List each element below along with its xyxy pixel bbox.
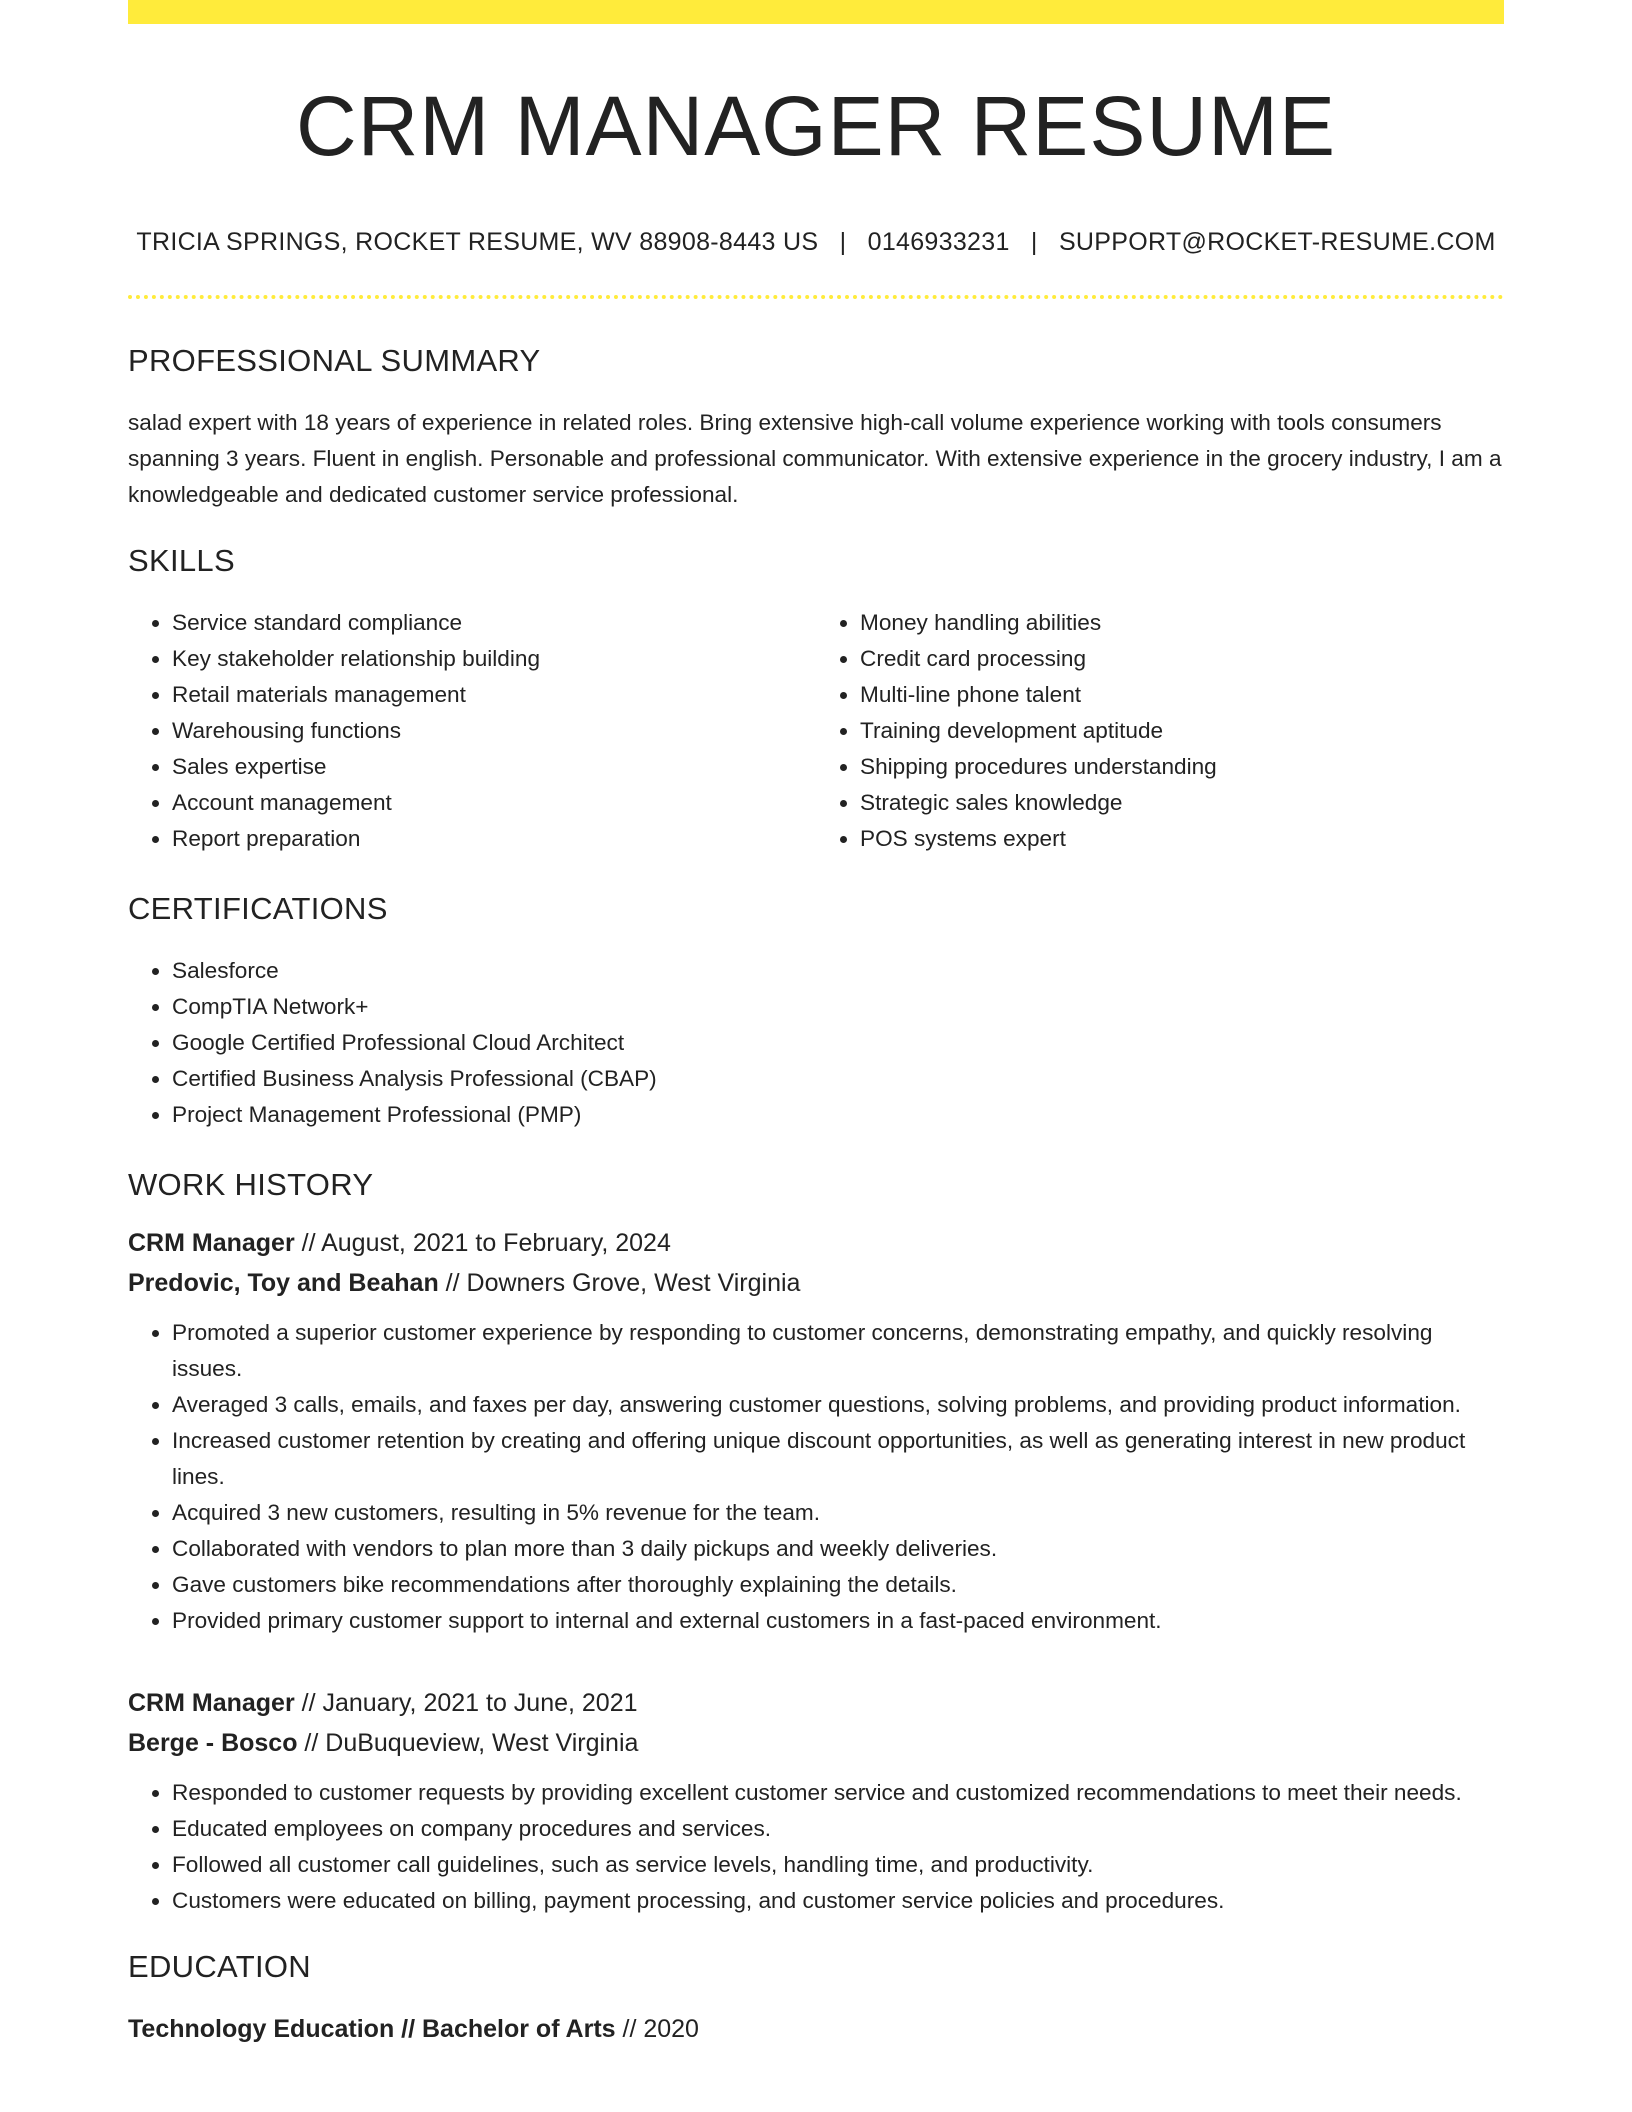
skill-item: • Report preparation	[172, 821, 816, 857]
job-bullet: • Averaged 3 calls, emails, and faxes per day, answering customer questions, solving problems, and providing product information.	[172, 1387, 1504, 1423]
resume-page	[128, 0, 1504, 2049]
certifications-heading: CERTIFICATIONS	[128, 891, 388, 927]
skill-item: • Account management	[172, 785, 816, 821]
skills-list-right	[816, 605, 1504, 857]
job-bullet: • Followed all customer call guidelines, such as service levels, handling time, and productivity.	[172, 1847, 1504, 1883]
top-accent-bar	[128, 0, 1504, 24]
dotted-divider	[128, 295, 1504, 299]
skill-item: • Money handling abilities	[860, 605, 1504, 641]
skill-item: • Training development aptitude	[860, 713, 1504, 749]
job-bullet: • Provided primary customer support to internal and external customers in a fast-paced environment.	[172, 1603, 1504, 1639]
summary-heading: PROFESSIONAL SUMMARY	[128, 343, 541, 379]
contact-separator: |	[839, 228, 847, 257]
contact-address: TRICIA SPRINGS, ROCKET RESUME, WV 88908-8443 US	[136, 228, 819, 257]
job-company-line	[128, 1263, 1504, 1303]
job-entry	[128, 1223, 1504, 1639]
certification-item: • CompTIA Network+	[172, 989, 1504, 1025]
job-bullets	[128, 1775, 1504, 1919]
skill-item: • POS systems expert	[860, 821, 1504, 857]
education-entry	[128, 2009, 1504, 2049]
job-bullet: • Responded to customer requests by providing excellent customer service and customized recommendations to meet their needs.	[172, 1775, 1504, 1811]
skill-item: • Strategic sales knowledge	[860, 785, 1504, 821]
skill-item: • Multi-line phone talent	[860, 677, 1504, 713]
job-bullet: • Customers were educated on billing, payment processing, and customer service policies and procedures.	[172, 1883, 1504, 1919]
job-bullet: • Collaborated with vendors to plan more than 3 daily pickups and weekly deliveries.	[172, 1531, 1504, 1567]
education-year: // 2020	[615, 2015, 699, 2044]
job-location: // DuBuqueview, West Virginia	[297, 1729, 639, 1758]
skills-list-left	[128, 605, 816, 857]
job-bullet: • Educated employees on company procedures and services.	[172, 1811, 1504, 1847]
contact-separator: |	[1030, 228, 1038, 257]
job-dates: // January, 2021 to June, 2021	[294, 1689, 638, 1718]
skills-columns	[128, 605, 1504, 857]
skills-heading: SKILLS	[128, 543, 235, 579]
job-company: Predovic, Toy and Beahan	[128, 1269, 439, 1298]
job-title-line	[128, 1223, 1504, 1263]
job-company-line	[128, 1723, 1504, 1763]
skill-item: • Credit card processing	[860, 641, 1504, 677]
summary-text: salad expert with 18 years of experience in related roles. Bring extensive high-call volume experience working with tools consumers spanning 3 years. Fluent in english. Personable and professional communicator. With extensive experience in the grocery industry, I am a knowledgeable and dedicated customer service professional.	[128, 410, 1502, 508]
job-bullet: • Gave customers bike recommendations after thoroughly explaining the details.	[172, 1567, 1504, 1603]
certification-item: • Google Certified Professional Cloud Architect	[172, 1025, 1504, 1061]
skill-item: • Sales expertise	[172, 749, 816, 785]
skill-item: • Key stakeholder relationship building	[172, 641, 816, 677]
education-field: Technology Education // Bachelor of Arts	[128, 2015, 616, 2044]
certification-item: • Salesforce	[172, 953, 1504, 989]
contact-line	[128, 228, 1504, 257]
skill-item: • Warehousing functions	[172, 713, 816, 749]
skill-item: • Shipping procedures understanding	[860, 749, 1504, 785]
job-bullets	[128, 1315, 1504, 1639]
certification-item: • Project Management Professional (PMP)	[172, 1097, 1504, 1133]
skill-item: • Retail materials management	[172, 677, 816, 713]
certification-item: • Certified Business Analysis Professional (CBAP)	[172, 1061, 1504, 1097]
certifications-list	[128, 953, 1504, 1133]
job-company: Berge - Bosco	[128, 1729, 298, 1758]
contact-email: SUPPORT@ROCKET-RESUME.COM	[1058, 228, 1496, 257]
job-title-line	[128, 1683, 1504, 1723]
job-bullet: • Acquired 3 new customers, resulting in 5% revenue for the team.	[172, 1495, 1504, 1531]
education-heading: EDUCATION	[128, 1949, 311, 1985]
work-history-heading: WORK HISTORY	[128, 1167, 374, 1203]
job-title: CRM Manager	[128, 1689, 295, 1718]
job-entry	[128, 1683, 1504, 1919]
job-title: CRM Manager	[128, 1229, 295, 1258]
job-location: // Downers Grove, West Virginia	[438, 1269, 801, 1298]
contact-phone: 0146933231	[867, 228, 1010, 257]
page-title: CRM MANAGER RESUME	[295, 79, 1337, 173]
job-bullet: • Increased customer retention by creating and offering unique discount opportunities, as well as generating interest in new product lines.	[172, 1423, 1504, 1495]
job-dates: // August, 2021 to February, 2024	[294, 1229, 671, 1258]
skill-item: • Service standard compliance	[172, 605, 816, 641]
job-bullet: • Promoted a superior customer experience by responding to customer concerns, demonstrating empathy, and quickly resolving issues.	[172, 1315, 1504, 1387]
